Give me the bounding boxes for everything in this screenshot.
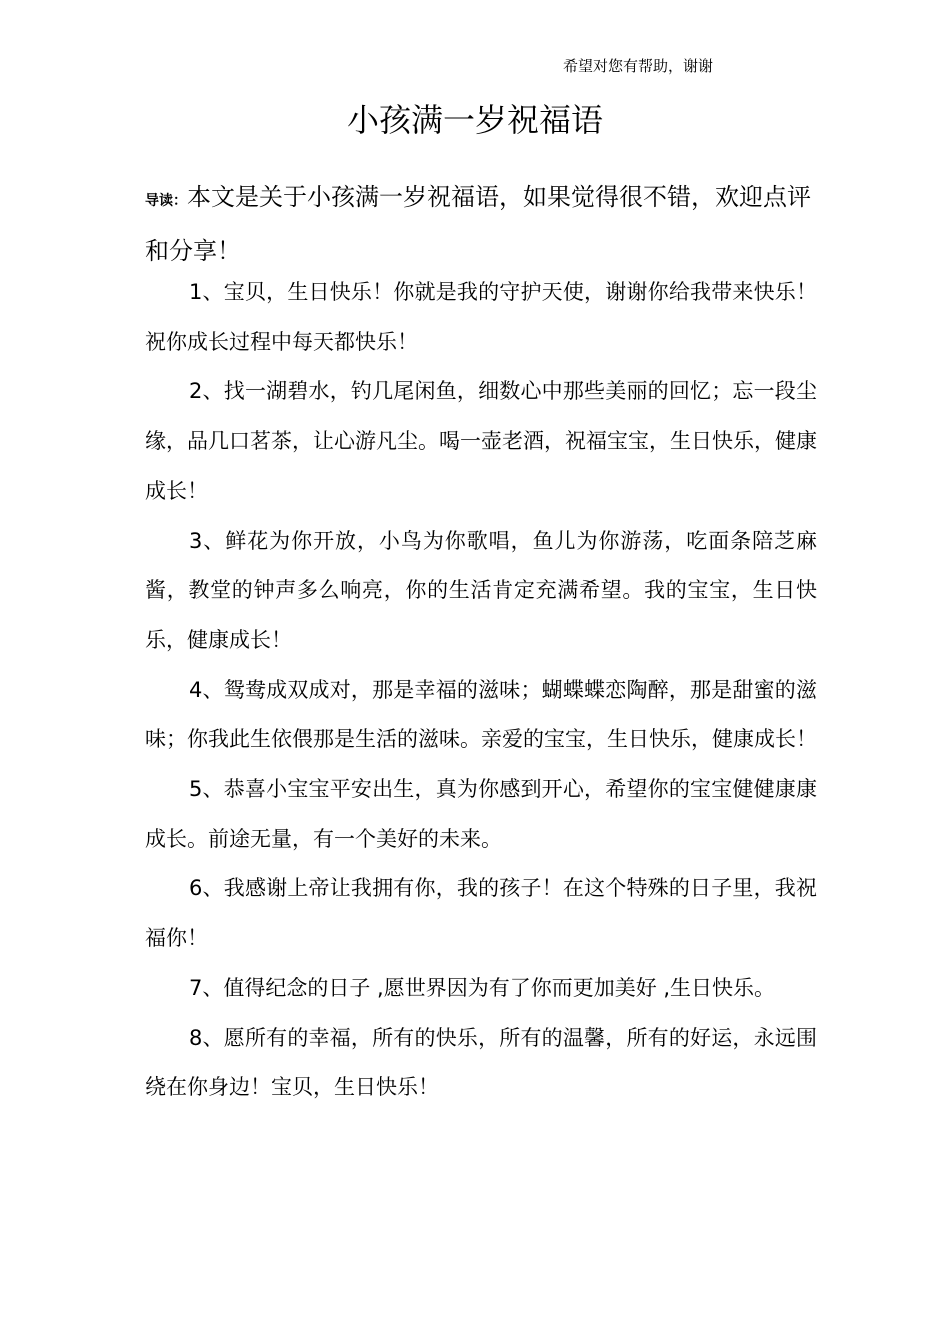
- blessing-item-7: 7、值得纪念的日子 ,愿世界因为有了你而更加美好 ,生日快乐。: [189, 975, 776, 1000]
- blessing-item-6: 6、我感谢上帝让我拥有你，我的孩子！在这个特殊的日子里，我祝福你！: [145, 876, 817, 951]
- blessing-item-8: 8、愿所有的幸福，所有的快乐，所有的温馨，所有的好运，永远围绕在你身边！宝贝，生日快乐！: [145, 1025, 817, 1100]
- blessing-item-3: 3、鲜花为你开放，小鸟为你歌唱，鱼儿为你游荡，吃面条陪芝麻酱，教堂的钟声多么响亮，你的生活肯定充满希望。我的宝宝，生日快乐，健康成长！: [145, 528, 817, 652]
- header-note: 希望对您有帮助，谢谢: [563, 57, 714, 75]
- blessing-item-5: 5、恭喜小宝宝平安出生，真为你感到开心，希望你的宝宝健健康康成长。前途无量，有一个美好的未来。: [145, 777, 817, 851]
- blessing-item-1: 1、宝贝，生日快乐！你就是我的守护天使，谢谢你给我带来快乐！祝你成长过程中每天都快乐！: [145, 280, 817, 354]
- intro-label: 导读：: [145, 193, 187, 209]
- blessing-item-2: 2、找一湖碧水，钓几尾闲鱼，细数心中那些美丽的回忆；忘一段尘缘，品几口茗茶，让心游凡尘。喝一壶老酒，祝福宝宝，生日快乐，健康成长！: [145, 379, 817, 503]
- intro-text: 本文是关于小孩满一岁祝福语，如果觉得很不错，欢迎点评和分享！: [145, 183, 811, 265]
- blessing-list: [145, 268, 817, 1113]
- document-title: 小孩满一岁祝福语: [346, 101, 603, 139]
- intro-paragraph: [145, 172, 817, 276]
- blessing-item-4: 4、鸳鸯成双成对，那是幸福的滋味；蝴蝶蝶恋陶醉，那是甜蜜的滋味；你我此生依偎那是生活的滋味。亲爱的宝宝，生日快乐，健康成长！: [145, 677, 817, 752]
